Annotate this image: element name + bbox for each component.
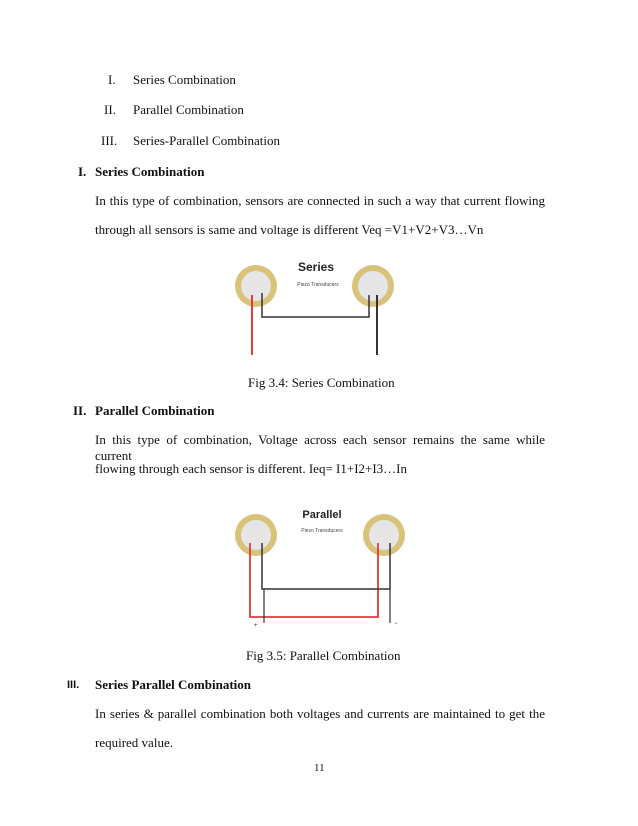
list-item-3-text: Series-Parallel Combination: [133, 133, 280, 148]
parallel-diagram: [232, 505, 410, 630]
parallel-diagram-title: Parallel: [302, 509, 342, 521]
section-1-heading: Series Combination: [95, 164, 205, 179]
piezo-disc-right-inner: [358, 271, 388, 301]
figure-3-4-caption: Fig 3.4: Series Combination: [248, 375, 395, 390]
wire-red-parallel: [250, 543, 378, 617]
section-2-paragraph-line-1: In this type of combination, Voltage across each sensor remains the same while current: [95, 432, 545, 463]
series-diagram-label: Piezo Transducers: [297, 282, 339, 288]
terminal-plus: +: [254, 623, 258, 629]
list-item-2: [104, 102, 116, 118]
series-diagram-svg: [232, 255, 402, 360]
list-item-3: [101, 133, 117, 149]
page-number: 11: [314, 762, 325, 774]
section-2-number: II.: [73, 403, 87, 418]
section-1-paragraph-line-2: through all sensors is same and voltage is different Veq =V1+V2+V3…Vn: [95, 222, 484, 237]
parallel-diagram-svg: [232, 505, 410, 630]
section-3-number: III.: [67, 679, 80, 691]
list-number: I.: [108, 72, 116, 87]
piezo-disc-left-inner: [241, 271, 271, 301]
list-item-1: [108, 72, 116, 88]
section-3-paragraph-line-1: In series & parallel combination both voltages and currents are maintained to get the: [95, 706, 545, 721]
list-number: III.: [101, 133, 118, 148]
series-diagram-title: Series: [297, 260, 335, 274]
series-diagram: [232, 255, 402, 360]
section-1-paragraph-line-1: In this type of combination, sensors are connected in such a way that current flowing: [95, 193, 545, 208]
section-3-paragraph-line-2: required value.: [95, 735, 173, 750]
figure-3-5-caption: Fig 3.5: Parallel Combination: [246, 648, 401, 663]
section-2-paragraph-line-2: flowing through each sensor is different. Ieq= I1+I2+I3…In: [95, 461, 408, 476]
terminal-minus: −: [394, 621, 398, 627]
section-3-heading: Series Parallel Combination: [95, 677, 251, 692]
piezo-disc-left-inner: [241, 520, 271, 550]
list-item-2-text: Parallel Combination: [133, 102, 244, 117]
piezo-disc-right-inner: [369, 520, 399, 550]
wire-series-link: [262, 293, 369, 317]
list-item-1-text: Series Combination: [133, 72, 236, 87]
list-number: II.: [104, 102, 116, 117]
section-2-heading: Parallel Combination: [95, 403, 215, 418]
section-1-number: I.: [78, 164, 87, 179]
parallel-diagram-label: Piezo Transducers: [301, 528, 343, 534]
